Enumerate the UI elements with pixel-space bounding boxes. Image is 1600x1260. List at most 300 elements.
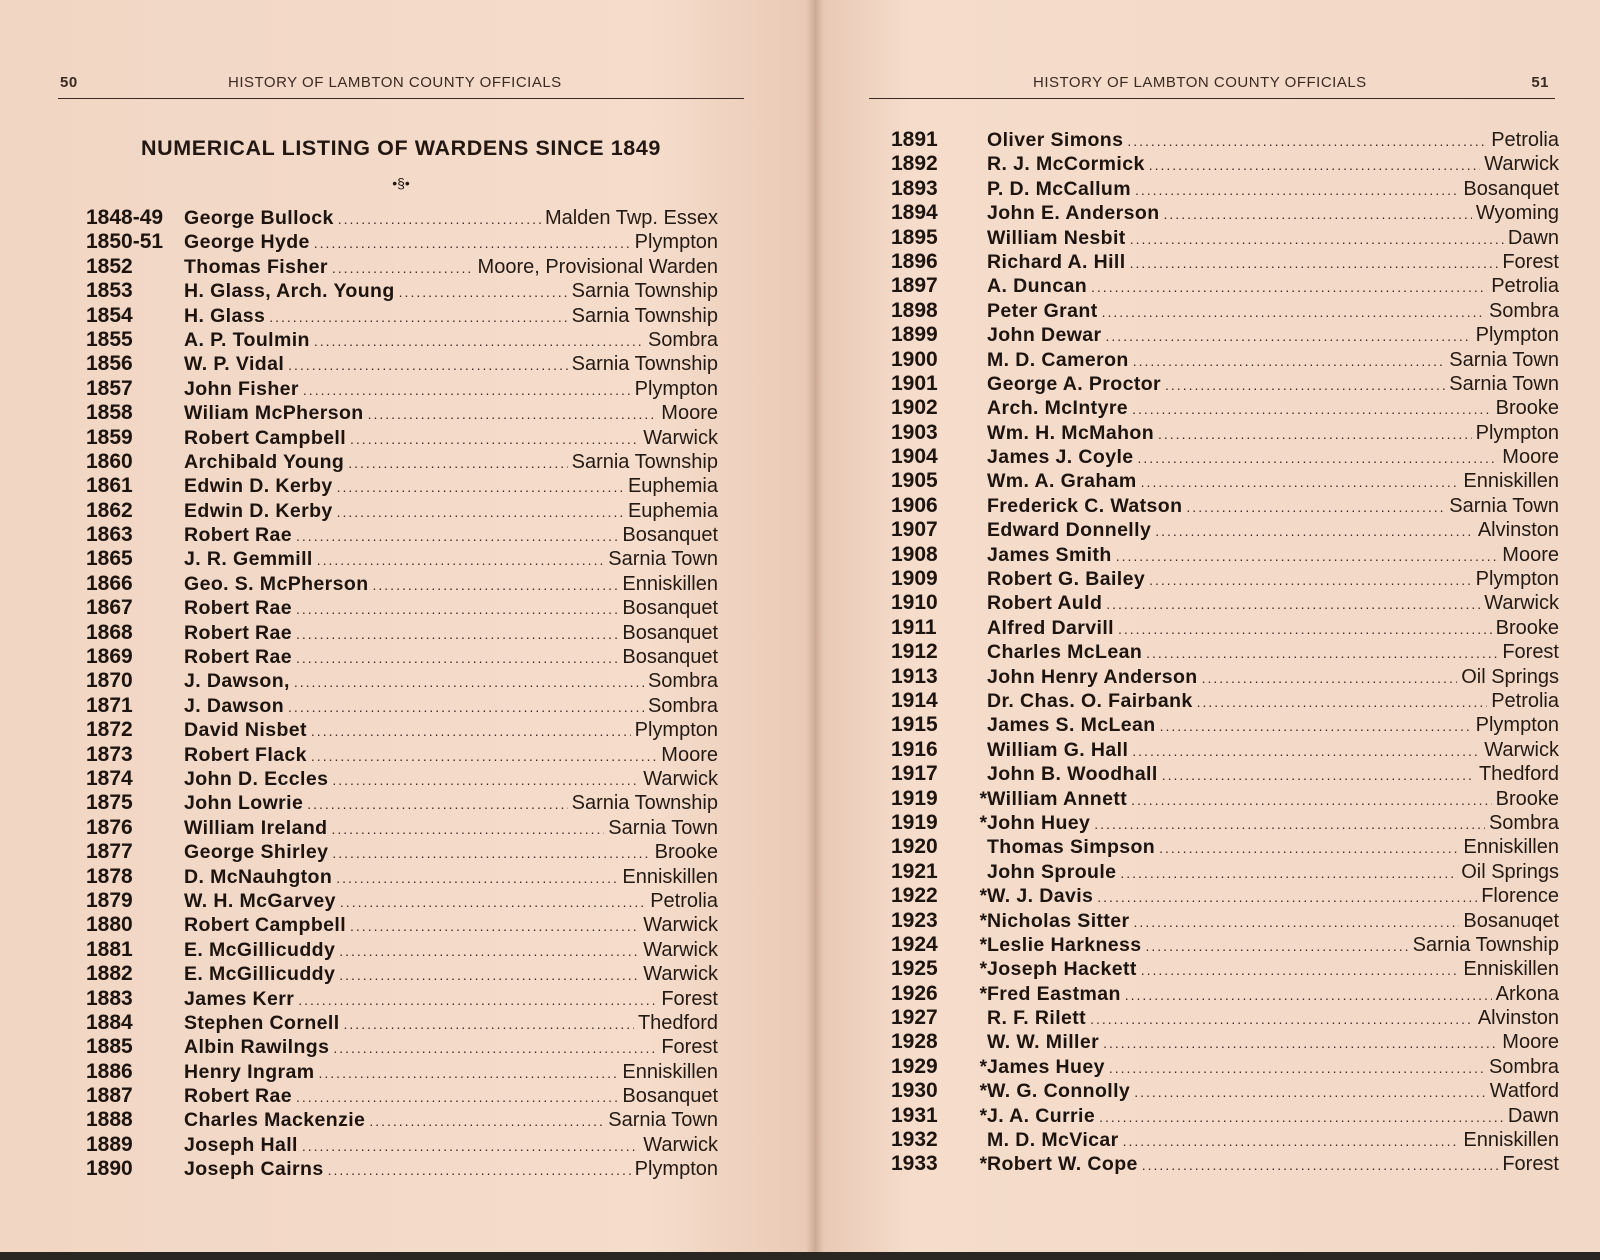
list-item	[86, 962, 718, 986]
list-item	[86, 669, 718, 693]
warden-year: 1859	[86, 425, 133, 449]
warden-township: Enniskillen	[1463, 470, 1559, 493]
warden-name: R. F. Rilett	[987, 1007, 1087, 1030]
warden-year: 1876	[86, 815, 133, 839]
warden-name: William G. Hall	[987, 738, 1129, 761]
list-item	[869, 591, 1559, 615]
warden-township: Sombra	[647, 670, 718, 693]
list-item	[86, 547, 718, 571]
warden-year: 1866	[86, 571, 133, 595]
warden-name: E. McGillicuddy	[184, 963, 336, 986]
warden-name: Thomas Fisher	[184, 255, 328, 278]
leader-dots	[317, 552, 605, 568]
warden-name: W. H. McGarvey	[184, 889, 336, 912]
leader-dots	[314, 333, 644, 349]
warden-year: 1897	[891, 274, 938, 298]
list-item	[86, 645, 718, 669]
warden-township: Warwick	[1484, 738, 1559, 761]
list-item	[86, 1133, 718, 1157]
warden-township: Oil Springs	[1461, 665, 1559, 688]
list-item	[86, 1060, 718, 1084]
warden-year: 1863	[86, 523, 133, 547]
warden-name: A. Duncan	[987, 275, 1088, 298]
list-item	[869, 201, 1559, 225]
leader-dots	[1130, 255, 1499, 271]
right-page-number: 51	[1531, 74, 1549, 91]
warden-township: Petrolia	[1491, 689, 1559, 712]
warden-year: 1856	[86, 352, 133, 376]
warden-name: Leslie Harkness	[987, 933, 1142, 956]
warden-year: 1914	[891, 688, 938, 712]
leader-dots	[350, 918, 639, 934]
warden-year: 1930	[891, 1079, 938, 1103]
list-item	[86, 913, 718, 937]
leader-dots	[1146, 645, 1498, 661]
warden-name: H. Glass, Arch. Young	[184, 280, 395, 303]
warden-township: Sarnia Town	[608, 816, 718, 839]
warden-township: Bosanquet	[622, 597, 718, 620]
warden-year: 1901	[891, 371, 938, 395]
warden-name: Robert W. Cope	[987, 1153, 1138, 1176]
warden-year: 1928	[891, 1030, 938, 1054]
leader-dots	[339, 943, 639, 959]
list-item	[86, 596, 718, 620]
warden-township: Alvinston	[1477, 519, 1559, 542]
leader-dots	[314, 235, 631, 251]
list-item	[86, 230, 718, 254]
leader-dots	[296, 650, 618, 666]
warden-name: J. Dawson,	[184, 670, 290, 693]
warden-township: Watford	[1489, 1080, 1559, 1103]
warden-name: Robert G. Bailey	[987, 568, 1146, 591]
warden-name: W. W. Miller	[987, 1031, 1100, 1054]
leader-dots	[1106, 596, 1480, 612]
warden-name: James Smith	[987, 543, 1112, 566]
leader-dots	[1097, 889, 1477, 905]
warden-name: E. McGillicuddy	[184, 938, 336, 961]
warden-year: 1904	[891, 445, 938, 469]
warden-year: 1932	[891, 1128, 938, 1152]
warden-name: John Fisher	[184, 377, 299, 400]
page-heading: NUMERICAL LISTING OF WARDENS SINCE 1849	[141, 136, 661, 160]
list-item	[86, 279, 718, 303]
list-item	[86, 352, 718, 376]
warden-year: 1883	[86, 986, 133, 1010]
warden-year: 1852	[86, 254, 133, 278]
warden-year: 1895	[891, 225, 938, 249]
warden-name: George A. Proctor	[987, 372, 1162, 395]
leader-dots	[1134, 914, 1460, 930]
warden-year: 1927	[891, 1006, 938, 1030]
leader-dots	[333, 1040, 657, 1056]
leader-dots	[340, 894, 646, 910]
warden-township: Warwick	[643, 426, 718, 449]
warden-township: Plympton	[1475, 568, 1559, 591]
warden-name: Dr. Chas. O. Fairbank	[987, 689, 1193, 712]
warden-name: John Huey	[987, 811, 1091, 834]
warden-name: Edward Donnelly	[987, 519, 1152, 542]
warden-township: Dawn	[1507, 226, 1559, 249]
list-item	[869, 1030, 1559, 1054]
leader-dots	[1159, 840, 1459, 856]
warden-year: 1857	[86, 376, 133, 400]
list-item	[869, 348, 1559, 372]
leader-dots	[298, 992, 657, 1008]
warden-year: 1911	[891, 615, 937, 639]
warden-township: Euphemia	[627, 475, 718, 498]
warden-name: Joseph Cairns	[184, 1158, 324, 1181]
leader-dots	[1164, 206, 1472, 222]
leader-dots	[1146, 938, 1409, 954]
leader-dots	[338, 211, 541, 227]
warden-name: Robert Campbell	[184, 426, 347, 449]
ornament-icon: •§•	[392, 175, 410, 191]
warden-township: Sarnia Township	[571, 304, 718, 327]
warden-name: H. Glass	[184, 304, 266, 327]
warden-name: W. J. Davis	[987, 885, 1094, 908]
leader-dots	[1118, 621, 1492, 637]
warden-name: J. Dawson	[184, 694, 285, 717]
list-item	[869, 1104, 1559, 1128]
list-item	[86, 572, 718, 596]
leader-dots	[1165, 377, 1445, 393]
warden-year: 1854	[86, 303, 133, 327]
warden-township: Brooke	[654, 841, 718, 864]
warden-name: Wiliam McPherson	[184, 402, 364, 425]
warden-township: Bosanquet	[622, 646, 718, 669]
list-item	[869, 494, 1559, 518]
warden-year: 1850-51	[86, 230, 164, 254]
leader-dots	[1197, 694, 1488, 710]
leader-dots	[1133, 353, 1446, 369]
list-item	[869, 1055, 1559, 1079]
list-item	[869, 445, 1559, 469]
warden-township: Sarnia Town	[1449, 494, 1559, 517]
list-item	[869, 543, 1559, 567]
leader-dots	[1090, 1011, 1474, 1027]
warden-township: Petrolia	[1491, 275, 1559, 298]
list-item	[869, 1128, 1559, 1152]
warden-year: 1907	[891, 518, 938, 542]
leader-dots	[368, 406, 658, 422]
leader-dots	[337, 504, 624, 520]
warden-township: Warwick	[643, 914, 718, 937]
leader-dots	[296, 1089, 618, 1105]
warden-year: 1923	[891, 908, 938, 932]
warden-year: 1899	[891, 323, 938, 347]
warden-township: Bosanuqet	[1463, 909, 1559, 932]
leader-dots	[302, 1138, 639, 1154]
leader-dots	[1131, 792, 1492, 808]
warden-township: Alvinston	[1477, 1007, 1559, 1030]
list-item	[86, 1157, 718, 1181]
warden-township: Moore	[661, 743, 718, 766]
warden-year: 1896	[891, 249, 938, 273]
warden-name: J. A. Currie	[987, 1104, 1096, 1127]
leader-dots	[399, 284, 568, 300]
warden-year: 1893	[891, 176, 938, 200]
warden-year: 1874	[86, 766, 133, 790]
warden-year: 1882	[86, 962, 133, 986]
list-item	[869, 835, 1559, 859]
list-item	[86, 865, 718, 889]
warden-asterisk: *	[979, 788, 987, 810]
list-item	[86, 743, 718, 767]
warden-township: Arkona	[1495, 982, 1559, 1005]
warden-township: Bosanquet	[1463, 177, 1559, 200]
warden-asterisk: *	[979, 1105, 987, 1127]
warden-township: Plympton	[634, 1158, 718, 1181]
warden-township: Warwick	[1484, 153, 1559, 176]
warden-name: Robert Rae	[184, 646, 293, 669]
warden-name: William Nesbit	[987, 226, 1126, 249]
warden-township: Oil Springs	[1461, 860, 1559, 883]
warden-year: 1867	[86, 596, 133, 620]
warden-year: 1903	[891, 420, 938, 444]
list-item	[869, 640, 1559, 664]
warden-name: P. D. McCallum	[987, 177, 1131, 200]
left-page-number: 50	[60, 74, 78, 91]
leader-dots	[373, 577, 619, 593]
warden-name: M. D. McVicar	[987, 1129, 1119, 1152]
warden-year: 1921	[891, 859, 938, 883]
leader-dots	[1149, 572, 1472, 588]
list-item	[869, 226, 1559, 250]
warden-year: 1890	[86, 1157, 133, 1181]
list-item	[869, 933, 1559, 957]
warden-township: Enniskillen	[622, 865, 718, 888]
leader-dots	[1141, 474, 1460, 490]
leader-dots	[1134, 1084, 1486, 1100]
leader-dots	[1132, 743, 1480, 759]
warden-name: Henry Ingram	[184, 1060, 315, 1083]
leader-dots	[1116, 548, 1499, 564]
warden-name: John Henry Anderson	[987, 665, 1198, 688]
left-running-title: HISTORY OF LAMBTON COUNTY OFFICIALS	[228, 74, 562, 91]
warden-name: James S. McLean	[987, 714, 1156, 737]
warden-year: 1872	[86, 718, 133, 742]
list-item	[869, 177, 1559, 201]
list-item	[869, 884, 1559, 908]
list-item	[86, 718, 718, 742]
warden-asterisk: *	[979, 1056, 987, 1078]
warden-year: 1913	[891, 664, 938, 688]
warden-township: Wyoming	[1475, 202, 1559, 225]
warden-township: Warwick	[643, 767, 718, 790]
warden-name: Geo. S. McPherson	[184, 572, 369, 595]
warden-name: M. D. Cameron	[987, 348, 1129, 371]
list-item	[86, 450, 718, 474]
leader-dots	[296, 528, 618, 544]
leader-dots	[332, 845, 650, 861]
warden-name: James J. Coyle	[987, 446, 1134, 469]
list-item	[86, 206, 718, 230]
warden-year: 1908	[891, 542, 938, 566]
warden-name: James Huey	[987, 1055, 1105, 1078]
warden-name: James Kerr	[184, 987, 295, 1010]
leader-dots	[337, 479, 624, 495]
warden-township: Moore	[661, 402, 718, 425]
warden-year: 1880	[86, 913, 133, 937]
warden-year: 1858	[86, 401, 133, 425]
warden-asterisk: *	[979, 934, 987, 956]
warden-township: Bosanquet	[622, 621, 718, 644]
leader-dots	[319, 1065, 619, 1081]
list-item	[869, 299, 1559, 323]
right-wardens-list	[869, 128, 1559, 1177]
warden-asterisk: *	[979, 886, 987, 908]
leader-dots	[1160, 718, 1472, 734]
list-item	[86, 377, 718, 401]
list-item	[869, 1006, 1559, 1030]
warden-name: Joseph Hall	[184, 1133, 298, 1156]
list-item	[86, 1035, 718, 1059]
warden-year: 1877	[86, 840, 133, 864]
warden-name: Robert Campbell	[184, 914, 347, 937]
list-item	[869, 128, 1559, 152]
warden-asterisk: *	[979, 1081, 987, 1103]
warden-township: Forest	[661, 1036, 718, 1059]
warden-township: Plympton	[1475, 421, 1559, 444]
warden-name: R. J. McCormick	[987, 153, 1145, 176]
warden-year: 1909	[891, 567, 938, 591]
warden-year: 1919	[891, 786, 938, 810]
leader-dots	[1125, 987, 1492, 1003]
warden-asterisk: *	[979, 910, 987, 932]
leader-dots	[1162, 767, 1475, 783]
warden-name: Wm. H. McMahon	[987, 421, 1155, 444]
list-item	[869, 421, 1559, 445]
list-item	[869, 567, 1559, 591]
list-item	[869, 787, 1559, 811]
warden-township: Plympton	[634, 377, 718, 400]
warden-name: Wm. A. Graham	[987, 470, 1137, 493]
list-item	[86, 767, 718, 791]
right-page	[815, 0, 1600, 1260]
right-running-head	[869, 72, 1555, 99]
warden-name: W. P. Vidal	[184, 353, 285, 376]
warden-township: Sarnia Township	[571, 792, 718, 815]
warden-asterisk: *	[979, 983, 987, 1005]
warden-name: Edwin D. Kerby	[184, 475, 333, 498]
leader-dots	[296, 601, 618, 617]
warden-name: Stephen Cornell	[184, 1011, 340, 1034]
warden-township: Sarnia Township	[1412, 933, 1559, 956]
leader-dots	[1149, 157, 1480, 173]
list-item	[86, 938, 718, 962]
warden-township: Sombra	[647, 694, 718, 717]
leader-dots	[332, 260, 474, 276]
warden-name: Robert Flack	[184, 743, 307, 766]
list-item	[869, 518, 1559, 542]
list-item	[869, 957, 1559, 981]
warden-township: Florence	[1481, 885, 1559, 908]
warden-name: Arch. McIntyre	[987, 397, 1129, 420]
warden-name: John D. Eccles	[184, 767, 329, 790]
warden-name: William Annett	[987, 787, 1128, 810]
warden-year: 1906	[891, 493, 938, 517]
warden-year: 1848-49	[86, 206, 164, 229]
warden-year: 1902	[891, 396, 938, 420]
warden-name: John E. Anderson	[987, 202, 1160, 225]
list-item	[869, 665, 1559, 689]
left-running-head	[58, 72, 744, 99]
leader-dots	[269, 309, 567, 325]
leader-dots	[369, 1113, 604, 1129]
warden-name: Peter Grant	[987, 299, 1098, 322]
warden-township: Warwick	[1484, 592, 1559, 615]
list-item	[86, 987, 718, 1011]
warden-township: Plympton	[1475, 714, 1559, 737]
list-item	[869, 982, 1559, 1006]
warden-year: 1868	[86, 620, 133, 644]
warden-name: Fred Eastman	[987, 982, 1121, 1005]
list-item	[86, 401, 718, 425]
warden-year: 1891	[891, 128, 938, 151]
warden-year: 1865	[86, 547, 133, 571]
warden-township: Moore	[1502, 1031, 1559, 1054]
warden-year: 1920	[891, 835, 938, 859]
list-item	[86, 474, 718, 498]
warden-name: Edwin D. Kerby	[184, 499, 333, 522]
leader-dots	[1120, 865, 1457, 881]
warden-year: 1912	[891, 640, 938, 664]
list-item	[869, 152, 1559, 176]
warden-asterisk: *	[979, 1154, 987, 1176]
book-gutter	[806, 0, 824, 1260]
leader-dots	[1091, 279, 1487, 295]
warden-year: 1870	[86, 669, 133, 693]
warden-name: John Dewar	[987, 324, 1102, 347]
warden-name: Robert Auld	[987, 592, 1103, 615]
warden-year: 1884	[86, 1010, 133, 1034]
list-item	[869, 396, 1559, 420]
warden-year: 1875	[86, 791, 133, 815]
list-item	[86, 426, 718, 450]
warden-township: Forest	[1502, 641, 1559, 664]
warden-name: George Bullock	[184, 207, 334, 229]
warden-name: William Ireland	[184, 816, 328, 839]
list-item	[869, 762, 1559, 786]
leader-dots	[1135, 182, 1459, 198]
leader-dots	[1132, 401, 1492, 417]
warden-name: Thomas Simpson	[987, 836, 1156, 859]
leader-dots	[344, 1016, 634, 1032]
list-item	[869, 469, 1559, 493]
warden-year: 1855	[86, 327, 133, 351]
leader-dots	[1130, 231, 1504, 247]
warden-name: John B. Woodhall	[987, 763, 1158, 786]
warden-year: 1910	[891, 591, 938, 615]
leader-dots	[1103, 1035, 1498, 1051]
warden-year: 1933	[891, 1152, 938, 1176]
leader-dots	[1141, 962, 1460, 978]
warden-township: Enniskillen	[622, 572, 718, 595]
warden-name: D. McNauhgton	[184, 865, 333, 888]
warden-name: Charles McLean	[987, 641, 1143, 664]
warden-township: Petrolia	[650, 889, 718, 912]
leader-dots	[1138, 450, 1499, 466]
list-item	[869, 909, 1559, 933]
warden-township: Brooke	[1495, 397, 1559, 420]
leader-dots	[1106, 328, 1472, 344]
warden-township: Petrolia	[1491, 129, 1559, 151]
warden-year: 1853	[86, 279, 133, 303]
warden-year: 1862	[86, 498, 133, 522]
warden-name: Charles Mackenzie	[184, 1109, 366, 1132]
warden-township: Enniskillen	[1463, 836, 1559, 859]
leader-dots	[1102, 304, 1485, 320]
